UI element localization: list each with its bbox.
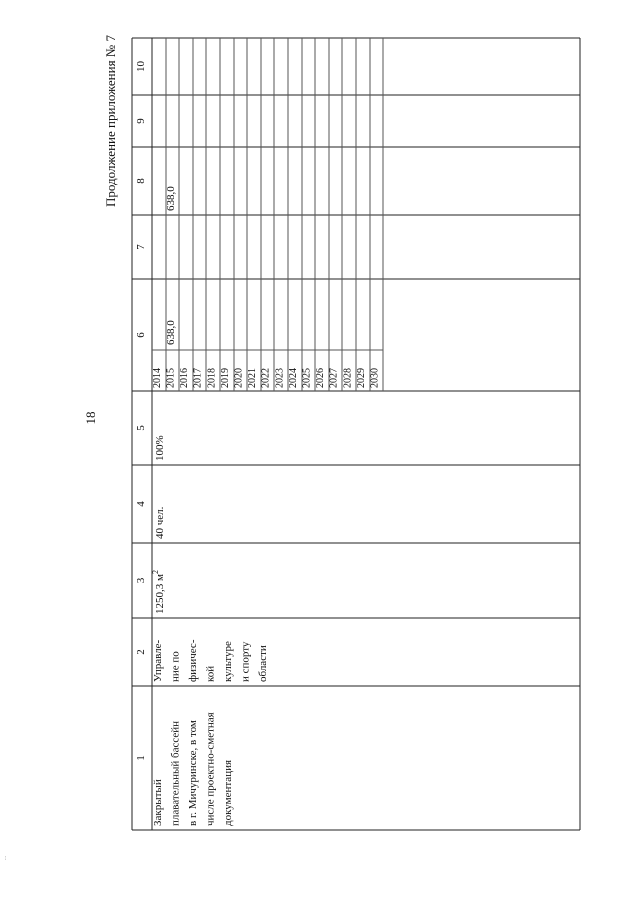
responsible-body-line: и спорту: [239, 641, 252, 682]
year-label: 2022: [260, 368, 272, 388]
responsible-body-line: кой: [204, 665, 217, 682]
project-name-line: плавательный бассейн: [169, 720, 182, 826]
year-label: 2017: [192, 368, 204, 388]
column-header-10: 10: [135, 61, 148, 72]
year-label: 2028: [342, 368, 354, 388]
column-header-5: 5: [135, 425, 148, 431]
page-number: 18: [83, 411, 98, 425]
responsible-body-line: области: [257, 645, 270, 682]
year-label: 2030: [369, 368, 381, 388]
project-name-line: числе проектно-сметная: [204, 712, 217, 826]
year-label: 2027: [328, 368, 340, 388]
responsible-body-line: ние по: [169, 651, 182, 682]
funding-2015: 638,0: [165, 320, 178, 345]
year-label: 2023: [274, 368, 286, 388]
responsible-body-line: культуре: [222, 641, 235, 682]
column-header-3: 3: [135, 577, 148, 584]
area-unit-superscript: 2: [150, 570, 160, 575]
column-header-1: 1: [135, 755, 148, 761]
table-grid: [132, 38, 580, 830]
year-label: 2021: [247, 368, 259, 388]
year-label: 2014: [151, 368, 163, 388]
year-label: 2019: [219, 368, 231, 388]
table-text: [135, 61, 380, 827]
responsible-body-line: физичес-: [187, 639, 200, 682]
funding-total: 638,0: [165, 186, 178, 211]
year-label: 2024: [287, 368, 299, 388]
project-name-line: Закрытый: [152, 779, 165, 826]
margin-mark: ...: [2, 855, 8, 861]
column-header-9: 9: [135, 118, 148, 124]
year-label: 2029: [355, 368, 367, 388]
project-name-line: в г. Мичуринске, в том: [187, 720, 200, 826]
appendix-caption: Продолжение приложения № 7: [103, 35, 118, 207]
column-header-8: 8: [135, 178, 148, 184]
year-label: 2025: [301, 368, 313, 388]
column-header-7: 7: [135, 244, 148, 250]
column-header-4: 4: [135, 501, 148, 507]
capacity-people: 40 чел.: [154, 506, 167, 539]
year-label: 2020: [233, 368, 245, 388]
capacity-area: 1250,3 $м^2$: [150, 570, 167, 614]
year-label: 2026: [315, 368, 327, 388]
column-header-2: 2: [135, 649, 148, 655]
readiness-percent: 100%: [154, 435, 167, 461]
column-header-6: 6: [135, 332, 148, 338]
project-name-line: документация: [222, 759, 235, 826]
year-label: 2016: [179, 368, 191, 388]
year-label: 2018: [206, 368, 218, 388]
responsible-body-line: Управле-: [152, 639, 165, 682]
year-label: 2015: [165, 368, 177, 388]
